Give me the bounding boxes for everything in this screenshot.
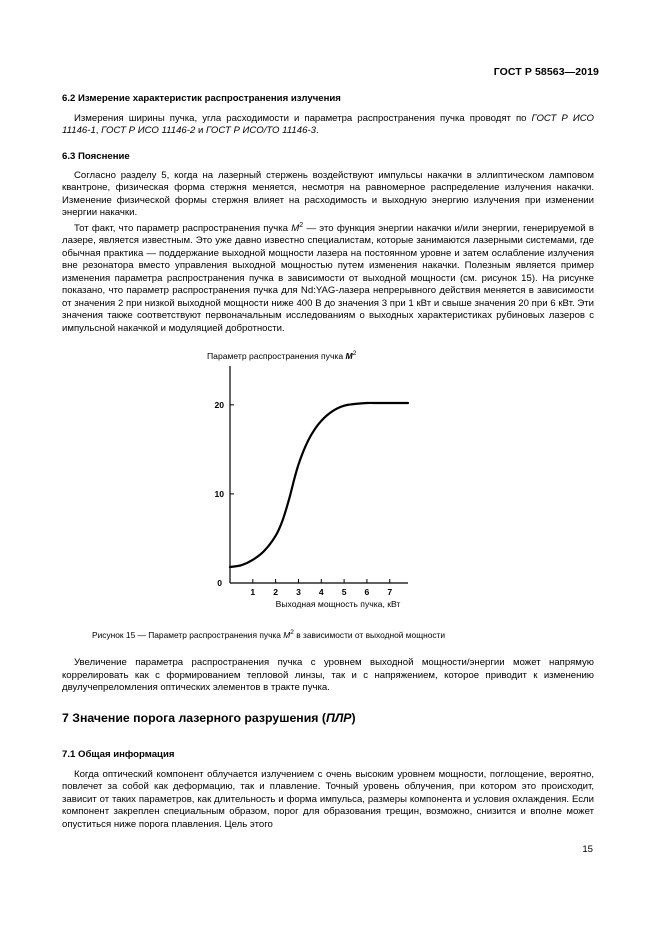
origin-label: 0 (217, 578, 222, 588)
page-number: 15 (582, 844, 593, 855)
figure-caption (92, 629, 562, 640)
standard-number: ГОСТ Р 58563—2019 (493, 66, 599, 78)
text-run: 7 Значение порога лазерного разрушения ( (62, 711, 326, 725)
x-tick-label: 7 (387, 587, 393, 597)
x-axis-label: Выходная мощность пучка, кВт (275, 599, 401, 609)
section-6-3-heading: 6.3 Пояснение (62, 151, 130, 162)
m-symbol: M (283, 629, 291, 640)
text-run: Тот факт, что параметр распространения пучка (74, 222, 292, 234)
abbreviation: ПЛР (325, 711, 352, 725)
m-superscript: 2 (299, 221, 304, 229)
text-run: в зависимости от выходной мощности (293, 629, 446, 640)
x-tick-label: 2 (273, 587, 279, 597)
x-tick-label: 3 (296, 587, 301, 597)
m-superscript: 2 (290, 629, 294, 636)
reference-iso-11146-3: ГОСТ Р ИСО/ТО 11146-3 (206, 125, 316, 136)
section-7-1-heading: 7.1 Общая информация (62, 749, 175, 760)
after-figure-paragraph: Увеличение параметра распространения пучка с уровнем выходной мощности/энергии может напрямую коррелировать как с формированием тепловой линзы, так и с напряжением, которое приводит к изменению двулучепреломления оптических элементов в тракте пучка. (62, 657, 594, 693)
y-ticks (214, 400, 234, 499)
text-run: , (95, 125, 102, 136)
text-run: ) (351, 711, 356, 725)
text-run: — это функция энергии накачки и/или энергии, генерируемой в лазере, является известным. Это уже давно известно специалистам, которые занимаются лазерными системами, где обычная практика — поддержание выходной мощности лазера на постоянном уровне и затем ослабление излучения вне резонатора вместо управления выходной мощностью путем изменения накачки. Полезным является пример изменения параметра распространения пучка в зависимости от выходной мощности (см. рисунок 15). На рисунке показано, что параметр распространения пучка для Nd:YAG-лазера непрерывного действия меняется в зависимости от значения 2 при низкой выходной мощности ниже 400 В до значения 3 при 1 кВт и свыше значения 20 при 6 кВт. Эти значения также соответствуют первоначальным исследованиям о выходных характеристиках рубиновых лазеров с импульсной накачкой и модуляцией добротности. (62, 222, 595, 334)
reference-iso-11146-1: ГОСТ Р ИСО 11146-1 (62, 112, 594, 136)
after-figure-paragraph-block (62, 657, 594, 695)
y-tick-label: 20 (214, 399, 224, 410)
y-tick-label: 10 (214, 488, 224, 499)
m-symbol: M (291, 222, 300, 234)
text-run: и (195, 125, 206, 136)
section-6-2-heading: 6.2 Измерение характеристик распространения излучения (62, 93, 341, 104)
section-6-3-paragraph-1: Согласно разделу 5, когда на лазерный стержень воздействуют импульсы накачки в эллиптическом ламповом квантроне, физическая форма стержня меняется, несмотря на равномерное распределение излучения накачки. Изменение физической формы стержня влияет на расходимость и выходную энергию излучения при изменении энергии накачки. (62, 169, 594, 218)
text-run: . (315, 125, 319, 136)
text-run: Рисунок 15 — Параметр распространения пучка (92, 629, 284, 640)
text-run: Измерения ширины пучка, угла расходимости и параметра распространения пучка проводят по (74, 112, 532, 124)
x-ticks (250, 579, 392, 597)
m2-series-line (230, 403, 408, 567)
chart-ylabel: Параметр распространения пучка $M^2$ (207, 350, 357, 361)
x-tick-label: 4 (318, 587, 324, 597)
x-tick-label: 6 (364, 587, 370, 597)
section-7-1 (62, 749, 594, 831)
section-7-heading (62, 711, 356, 725)
x-tick-label: 1 (250, 587, 256, 597)
reference-iso-11146-2: ГОСТ Р ИСО 11146-2 (101, 125, 196, 136)
section-7-1-paragraph: Когда оптический компонент облучается излучением с очень высоким уровнем мощности, поглощение, вероятно, повлечет за собой как деформацию, так и плавление. Точный уровень облучения, при котором это происходит, зависит от таких параметров, как длительность и форма импульса, размеры компонента и условия охлаждения. Если компонент закреплен специальным образом, порог для образования трещин, возможно, снизится и вполне может опуститься ниже порога плавления. Цель этого (62, 768, 594, 830)
x-tick-label: 5 (341, 587, 347, 597)
